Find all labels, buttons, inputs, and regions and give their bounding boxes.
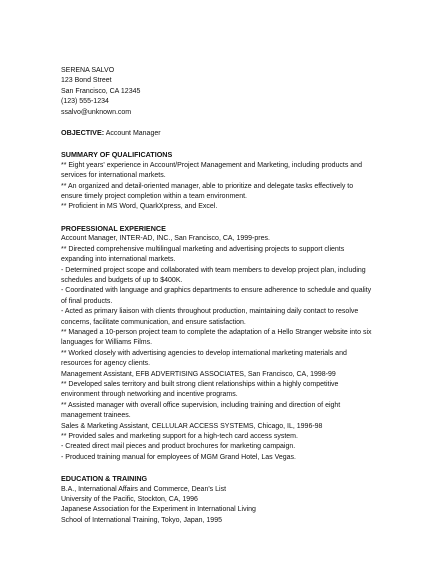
contact-block bbox=[61, 66, 391, 118]
contact-name: SERENA SALVO bbox=[61, 67, 115, 74]
education-line: B.A., International Affairs and Commerce, Dean's List bbox=[61, 485, 227, 493]
experience-line: of final products. bbox=[61, 297, 113, 305]
experience-line: Sales & Marketing Assistant, CELLULAR ACCESS SYSTEMS, Chicago, IL, 1996-98 bbox=[61, 422, 323, 430]
contact-city: San Francisco, CA 12345 bbox=[61, 87, 141, 95]
experience-line: Management Assistant, EFB ADVERTISING ASSOCIATES, San Francisco, CA, 1998-99 bbox=[61, 370, 336, 378]
qualification-line: ** Eight years' experience in Account/Project Management and Marketing, including products and bbox=[61, 161, 362, 169]
education-line: University of the Pacific, Stockton, CA, 1996 bbox=[61, 496, 198, 504]
experience-line: resources for agency clients. bbox=[61, 360, 151, 368]
qualification-line: ** Proficient in MS Word, QuarkXpress, and Excel. bbox=[61, 203, 218, 211]
experience-line: ** Worked closely with advertising agencies to develop international marketing materials and bbox=[61, 349, 347, 357]
objective-line bbox=[61, 128, 391, 139]
objective-value: Account Manager bbox=[105, 130, 161, 138]
experience-line: - Coordinated with language and graphics departments to ensure adherence to schedule and quality bbox=[61, 287, 372, 295]
experience-line: environment through networking and incentive programs. bbox=[61, 391, 238, 399]
experience-line: - Created direct mail pieces and product brochures for marketing campaign. bbox=[61, 443, 296, 451]
experience-section bbox=[61, 234, 391, 463]
qualifications-section bbox=[61, 161, 391, 213]
experience-line: schedules and budgets of up to $400K. bbox=[61, 276, 183, 284]
contact-email: ssalvo@unknown.com bbox=[61, 108, 132, 116]
experience-heading: PROFESSIONAL EXPERIENCE bbox=[61, 223, 166, 233]
education-section bbox=[61, 485, 391, 527]
resume-document bbox=[61, 66, 391, 526]
contact-street: 123 Bond Street bbox=[61, 77, 112, 85]
experience-line: concerns, facilitate communication, and ensure satisfaction. bbox=[61, 318, 246, 326]
education-line: School of International Training, Tokyo, Japan, 1995 bbox=[61, 516, 222, 524]
experience-line: expanding into international markets. bbox=[61, 256, 176, 264]
experience-line: ** Developed sales territory and built strong client relationships within a highly competitive bbox=[61, 380, 339, 388]
qualification-line: ensure timely project completion within a team environment. bbox=[61, 193, 247, 201]
experience-line: - Acted as primary liaison with clients throughout production, maintaining daily contact to resolve bbox=[61, 308, 359, 316]
education-line: Japanese Association for the Experiment in International Living bbox=[61, 506, 256, 514]
objective-label: OBJECTIVE: bbox=[61, 128, 105, 138]
experience-line: ** Directed comprehensive multilingual marketing and advertising projects to support clients bbox=[61, 245, 345, 253]
experience-line: languages for Williams Films. bbox=[61, 339, 153, 347]
qualification-line: ** An organized and detail-oriented manager, able to prioritize and delegate tasks effectively to bbox=[61, 182, 354, 190]
education-heading: EDUCATION & TRAINING bbox=[61, 474, 148, 484]
experience-line: ** Assisted manager with overall office supervision, including training and direction of eight bbox=[61, 401, 341, 409]
experience-line: - Produced training manual for employees of MGM Grand Hotel, Las Vegas. bbox=[61, 453, 297, 461]
contact-phone: (123) 555-1234 bbox=[61, 98, 109, 106]
experience-line: - Determined project scope and collaborated with team members to develop project plan, including bbox=[61, 266, 366, 274]
qualifications-heading: SUMMARY OF QUALIFICATIONS bbox=[61, 150, 173, 160]
qualification-line: services for international markets. bbox=[61, 172, 166, 180]
experience-line: Account Manager, INTER-AD, INC., San Francisco, CA, 1999-pres. bbox=[61, 235, 270, 243]
experience-line: ** Provided sales and marketing support for a high-tech card access system. bbox=[61, 433, 298, 440]
experience-line: ** Managed a 10-person project team to complete the adaptation of a Hello Stranger website into six bbox=[61, 328, 372, 336]
experience-line: management trainees. bbox=[61, 412, 131, 420]
